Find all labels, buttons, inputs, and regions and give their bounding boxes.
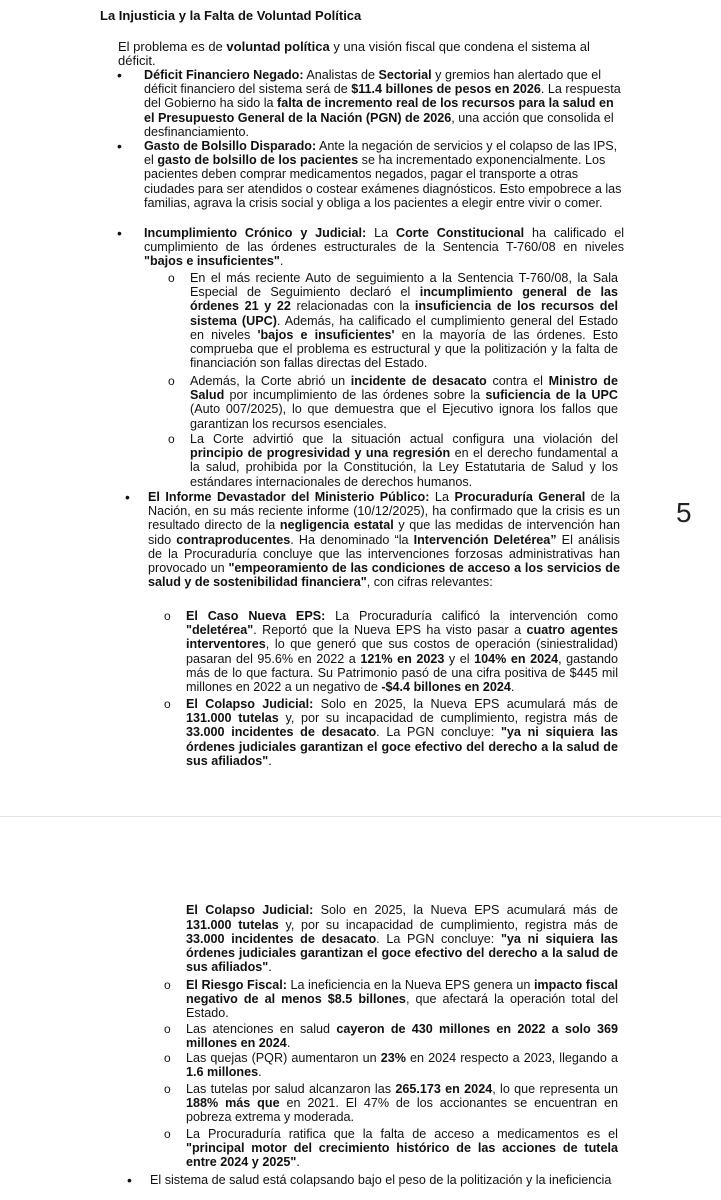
sub-bullet-riesgo [164, 978, 618, 1021]
bold-text: -$4.4 billones en 2024 [381, 680, 511, 695]
bold-text: "deletérea" [186, 623, 254, 638]
text: , con cifras relevantes: [366, 575, 493, 590]
bold-text: 33.000 incidentes de desacato [186, 725, 377, 740]
bold-text: Corte Constitucional [395, 226, 525, 240]
text: . La respuesta del Gobierno ha sido la [144, 82, 621, 111]
text: por incumplimiento de las órdenes sobre la [224, 388, 486, 403]
bold-text: "ya ni siquiera las órdenes judiciales garantizan el goce efectivo del derecho a la salud de sus afiliados" [186, 725, 618, 768]
sub-bullet-tutelas [164, 1082, 618, 1125]
page-number: 5 [676, 497, 692, 528]
text: . [286, 1036, 291, 1051]
text: Las tutelas por salud alcanzaron las [186, 1082, 396, 1096]
text: en 2024 respecto a 2023, llegando a [405, 1051, 618, 1065]
bullet-heading: El Informe Devastador del Ministerio Público: [148, 490, 430, 504]
bold-text: suficiencia de la UPC [485, 388, 618, 403]
sub-bullet-quejas [164, 1051, 618, 1080]
text: , lo que generó que sus costos de operación (siniestralidad) pasaran del 95.6% en 2022 a [186, 637, 618, 666]
text: . [268, 753, 272, 768]
text: y que las medidas de intervención han sido [148, 518, 620, 547]
bold-text: Intervención Deletérea” [413, 532, 557, 547]
sub-bullet-desacato [168, 374, 619, 431]
bold-text: gasto de bolsillo de los pacientes [157, 153, 359, 168]
sub-bullet-auto [168, 271, 619, 371]
bold-text: Procuraduría General [454, 490, 586, 504]
text: Ante la negación de servicios y el colapso de las IPS, el [144, 139, 618, 168]
text: Solo en 2025, la Nueva EPS acumulará más de [313, 903, 618, 918]
bold-text: 23% [380, 1051, 406, 1065]
text: Solo en 2025, la Nueva EPS acumulará más de [313, 697, 618, 711]
circle-bullet-icon: o [168, 374, 175, 388]
sub-heading: El Colapso Judicial: [186, 903, 314, 918]
text: . [279, 254, 284, 269]
text: , gastando más de lo que factura. Su Patrimonio pasó de una cifra positiva de $445 mil millones en 2022 a un negativo de [186, 651, 618, 695]
bold-text: 188% más que [186, 1096, 280, 1111]
bold-text: incumplimiento general de las órdenes 21 y 22 [190, 285, 618, 314]
sub-bullet-medicamentos [164, 1127, 618, 1170]
text: . La PGN concluye: [376, 931, 501, 946]
text: relacionadas con la [290, 299, 415, 314]
intro-text-2: y una visión fiscal que condena el sistema al déficit. [118, 39, 590, 69]
bold-text: $11.4 billones de pesos en 2026 [351, 82, 541, 97]
text: En el más reciente Auto de seguimiento a la Sentencia T-760/08, la Sala Especial de Seguimiento declaró el [190, 271, 618, 300]
text: Las quejas (PQR) aumentaron un [186, 1051, 381, 1065]
bullet-dot-icon: • [127, 1172, 132, 1188]
sub-bullet-atenciones [164, 1022, 618, 1051]
bold-text: 104% en 2024 [474, 651, 559, 666]
bullet-dot-icon: • [117, 225, 122, 241]
bold-text: impacto fiscal negativo de al menos $8.5 billones [186, 978, 618, 1007]
bold-text: 1.6 millones [186, 1065, 259, 1080]
bullet-heading: Déficit Financiero Negado: [144, 68, 304, 82]
bullet-dot-icon: • [125, 489, 130, 505]
text: La Procuraduría ratifica que la falta de acceso a medicamentos es el [186, 1127, 618, 1141]
text: . [258, 1065, 262, 1080]
text: , lo que representa un [492, 1082, 618, 1096]
bold-text: Sectorial [378, 68, 432, 82]
section-title: La Injusticia y la Falta de Voluntad Política [100, 8, 362, 23]
bold-text: 131.000 tutelas [186, 711, 279, 726]
circle-bullet-icon: o [164, 697, 171, 711]
text: La ineficiencia en la Nueva EPS genera un [286, 978, 534, 992]
text: en el derecho fundamental a la salud, prohibida por la Constitución, la Ley Estatutaria de Salud y los estándares internacionales de derechos humanos. [190, 446, 618, 489]
text: (Auto 007/2025), lo que demuestra que el Ejecutivo ignora los fallos que garantizan los recursos esenciales. [190, 402, 618, 431]
text: . Ha denominado “la [290, 532, 414, 547]
text: de la Nación, en su más reciente informe (10/12/2025), ha confirmado que la crisis es un resultado directo de la [148, 490, 620, 533]
text: en 2021. El 47% de los accionantes se encuentran en pobreza extrema y moderada. [186, 1096, 618, 1125]
circle-bullet-icon: o [168, 271, 175, 285]
text: , una acción que consolida el desfinanciamiento. [144, 110, 614, 139]
bold-text: Ministro de Salud [190, 374, 619, 403]
bold-text: falta de incremento real de los recursos para la salud en el Presupuesto General de la Nación (PGN) de 2026 [144, 96, 614, 125]
bullet-heading: Incumplimiento Crónico y Judicial: [144, 226, 367, 240]
circle-bullet-icon: o [164, 1082, 171, 1096]
text: y, por su incapacidad de cumplimiento, registra más de [278, 711, 618, 726]
text: ha calificado el cumplimiento de las órdenes estructurales de la Sentencia T-760/08 en niveles [144, 226, 624, 255]
sub-bullet-progresividad [168, 432, 618, 489]
text: y el [444, 651, 475, 666]
circle-bullet-icon: o [164, 609, 171, 623]
continuation-wrapper [186, 903, 618, 974]
circle-bullet-icon: o [164, 1022, 171, 1036]
text: La Corte advirtió que la situación actual configura una violación del [190, 432, 618, 446]
text: . Reportó que la Nueva EPS ha visto pasar a [253, 623, 527, 638]
bullet-gasto [117, 138, 624, 210]
sub-bullet-colapso-part2 [186, 903, 618, 976]
bullet-informe [125, 489, 620, 590]
text: , que afectará la operación total del Estado. [186, 992, 618, 1021]
sub-bullet-nueva-eps [164, 609, 618, 695]
text: La [366, 226, 396, 240]
text: . La PGN concluye: [376, 725, 501, 740]
text: Analistas de [303, 68, 379, 82]
bold-text: contraproducentes [176, 532, 291, 547]
intro-bold: voluntad política [226, 39, 330, 54]
bold-text: "ya ni siquiera las órdenes judiciales garantizan el goce efectivo del derecho a la salud de sus afiliados" [186, 931, 618, 975]
bold-text: negligencia estatal [279, 518, 394, 533]
circle-bullet-icon: o [168, 432, 175, 446]
intro-text: El problema es de [118, 39, 227, 54]
bold-text: "principal motor del crecimiento histórico de las acciones de tutela entre 2024 y 2025" [186, 1141, 618, 1170]
text: . [268, 960, 272, 975]
text: . [510, 680, 515, 695]
bold-text: 'bajos e insuficientes' [257, 327, 395, 342]
bullet-incumplimiento [117, 225, 624, 269]
bold-text: 131.000 tutelas [186, 917, 279, 932]
bullet-deficit [117, 67, 624, 139]
sub-heading: El Colapso Judicial: [186, 697, 314, 711]
text: en la mayoría de las órdenes. Esto comprueba que el problema es estructural y que la politización y la falta de financiación son fallas directas del Estado. [190, 327, 618, 371]
bold-text: principio de progresividad y una regresión [190, 446, 451, 461]
text: El análisis de la Procuraduría concluye que las intervenciones forzosas administrativas han provocado un [148, 532, 620, 576]
circle-bullet-icon: o [164, 978, 171, 992]
sub-heading: El Riesgo Fiscal: [186, 978, 287, 992]
cut-text: El sistema de salud está colapsando bajo el peso de la politización y la ineficiencia [150, 1173, 612, 1187]
text: y gremios han alertado que el déficit financiero del sistema será de [144, 68, 602, 97]
text: contra el [486, 374, 549, 388]
bullet-dot-icon: • [117, 138, 122, 154]
bold-text: 121% en 2023 [360, 651, 445, 666]
text: . Además, ha calificado el cumplimiento general del Estado en niveles [190, 313, 618, 342]
bold-text: insuficiencia de los recursos del sistema (UPC) [190, 299, 619, 328]
bullet-cut-off [127, 1172, 630, 1200]
sub-heading: El Caso Nueva EPS: [186, 609, 326, 623]
bold-text: cayeron de 430 millones en 2022 a solo 369 millones en 2024 [186, 1022, 618, 1051]
intro-paragraph [118, 40, 628, 68]
bold-text: 265.173 en 2024 [395, 1082, 493, 1096]
bold-text: incidente de desacato [350, 374, 487, 388]
text: y, por su incapacidad de cumplimiento, registra más de [278, 917, 618, 932]
bold-text: "bajos e insuficientes" [144, 254, 280, 269]
text: Las atenciones en salud [186, 1022, 337, 1036]
sub-bullet-colapso-part1 [164, 697, 618, 768]
circle-bullet-icon: o [164, 1051, 171, 1065]
bullet-dot-icon: • [117, 67, 122, 83]
text: Además, la Corte abrió un [190, 374, 351, 388]
text: se ha incrementado exponencialmente. Los pacientes deben comprar medicamentos negados, pagar el transporte a otras ciudades para ser atendidos o costear exámenes diagnósticos. Esto empobrece a las familias, agrava la crisis social y obliga a los pacientes a elegir entre vivir o comer. [144, 153, 622, 210]
text: La [429, 490, 455, 504]
bullet-heading: Gasto de Bolsillo Disparado: [144, 139, 317, 153]
bold-text: "empeoramiento de las condiciones de acceso a los servicios de salud y de sostenibilidad financiera" [148, 561, 620, 590]
text: La Procuraduría calificó la intervención como [325, 609, 618, 623]
bold-text: 33.000 incidentes de desacato [186, 931, 377, 946]
bold-text: cuatro agentes interventores [186, 623, 618, 652]
circle-bullet-icon: o [164, 1127, 171, 1141]
text: . [296, 1155, 300, 1170]
